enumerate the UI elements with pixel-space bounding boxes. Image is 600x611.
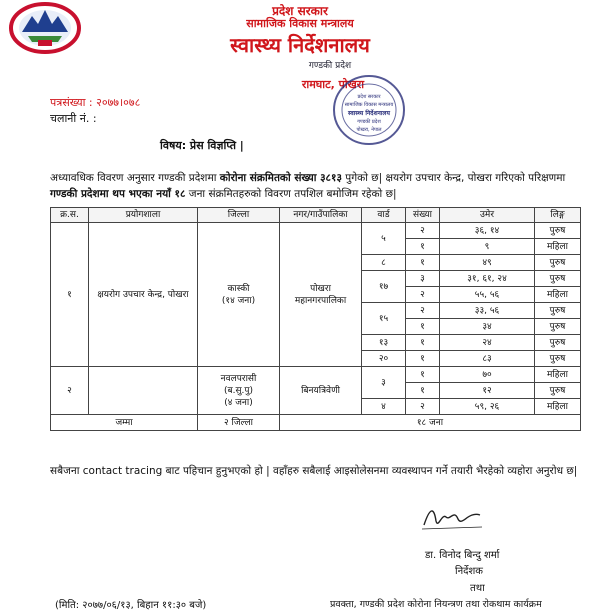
signatory-title: निर्देशक [455,566,483,577]
svg-text:प्रदेश सरकार: प्रदेश सरकार [357,94,381,100]
letter-number [50,95,140,110]
col-header-district: जिल्ला [198,208,280,223]
cell-count: १ [406,255,440,271]
cases-table [50,207,581,431]
cell-age: ७० [440,367,535,383]
cell-district [198,367,280,415]
cell-age: ३६, १४ [440,223,535,239]
district-count: (४ जना) [224,397,253,408]
dispatch-number-label: चलानी नं. : [50,112,97,125]
col-header-lab: प्रयोगशाला [89,208,198,223]
cell-municipality: बिनयत्रिवेणी [280,367,362,415]
cell-gender: महिला [535,287,581,303]
svg-text:स्वास्थ्य निर्देशनालय: स्वास्थ्य निर्देशनालय [348,110,390,117]
header-directorate: स्वास्थ्य निर्देशनालय [230,33,370,57]
para-total-cases: कोरोना संक्रमितको संख्या ३८१३ [219,172,342,184]
col-header-age: उमेर [440,208,535,223]
cell-age: ८३ [440,351,535,367]
cell-ward: ५ [362,223,406,255]
cell-count: २ [406,223,440,239]
cell-lab [89,367,198,415]
cell-ward: १३ [362,335,406,351]
letter-number-value: २०७७।०७८ [96,96,141,109]
signatory-and: तथा [470,583,485,594]
total-label: जम्मा [51,415,198,431]
cell-count: १ [406,335,440,351]
cell-ward: २० [362,351,406,367]
cell-ward: ४ [362,399,406,415]
header-address: रामघाट, पोखरा [301,78,365,91]
cell-count: २ [406,399,440,415]
cell-gender: पुरुष [535,383,581,399]
footer-note: सबैजना contact tracing बाट पहिचान हुनुभएको हो | वहाँहरु सबैलाई आइसोलेसनमा व्यवस्थापन गर्ने तयारी भैरहेको व्यहोरा अनुरोध छ| [50,465,578,477]
svg-text:सामाजिक विकास मन्त्रालय: सामाजिक विकास मन्त्रालय [344,102,394,108]
svg-text:पोखरा, नेपाल: पोखरा, नेपाल [356,127,382,133]
cell-ward: ३ [362,367,406,399]
cell-gender: महिला [535,399,581,415]
subject-line: विषय: प्रेस विज्ञप्ति | [160,139,244,152]
cell-ward: ८ [362,255,406,271]
para-text-2: पुगेको छ| क्षयरोग उपचार केन्द्र, पोखरा गरिएको परिक्षणमा [341,172,566,184]
cell-count: १ [406,319,440,335]
cell-count: ३ [406,271,440,287]
district-name: कास्की [227,283,250,294]
header-government: प्रदेश सरकार [272,4,328,18]
cell-count: २ [406,287,440,303]
header-province: गण्डकी प्रदेश [308,61,352,71]
cell-gender: पुरुष [535,303,581,319]
intro-paragraph [50,170,585,202]
cell-age: ४९ [440,255,535,271]
cell-sn: १ [51,223,89,367]
district-count: (१४ जना) [221,295,256,306]
cell-age: १२ [440,383,535,399]
cell-gender: पुरुष [535,271,581,287]
district-sub: (ब.सु.पु) [223,385,254,396]
cell-gender: पुरुष [535,319,581,335]
signatory-name: डा. विनोद बिन्दु शर्मा [425,550,500,561]
cell-gender: पुरुष [535,255,581,271]
cell-lab: क्षयरोग उपचार केन्द्र, पोखरा [89,223,198,367]
cell-age: ३३, ५६ [440,303,535,319]
signature-icon [420,503,484,533]
cell-gender: महिला [535,367,581,383]
cell-ward: १७ [362,271,406,303]
para-new-cases: गण्डकी प्रदेशमा थप भएका नयाँ १८ [50,188,186,200]
table-header-row [51,208,581,223]
district-name: नवलपरासी [220,373,257,384]
col-header-ward: वार्ड [362,208,406,223]
para-text-3: जना संक्रमितहरुको विवरण तपशिल बमोजिम रहेको छ| [185,188,397,200]
cell-sn: २ [51,367,89,415]
cell-age: ३१, ६१, २४ [440,271,535,287]
date-line: (मिति: २०७७/०६/१३, बिहान ११:३० बजे) [55,600,207,611]
cell-age: २४ [440,335,535,351]
cell-age: ३४ [440,319,535,335]
letter-number-label: पत्रसंख्या : [50,96,93,109]
cell-count: २ [406,303,440,319]
official-stamp-icon [330,70,408,148]
table-row [51,223,581,239]
table-row [51,367,581,383]
para-text-1: अध्यावधिक विवरण अनुसार गण्डकी प्रदेशमा [50,172,220,184]
cell-count: १ [406,239,440,255]
header-ministry: सामाजिक विकास मन्त्रालय [246,17,354,30]
cell-age: ५९, २६ [440,399,535,415]
col-header-sn: क्र.स. [51,208,89,223]
cell-gender: पुरुष [535,335,581,351]
cell-ward: १५ [362,303,406,335]
cell-count: १ [406,351,440,367]
cell-count: १ [406,383,440,399]
cell-age: ५५, ५६ [440,287,535,303]
total-districts: २ जिल्ला [198,415,280,431]
col-header-municipality: नगर/गाउँपालिका [280,208,362,223]
cell-district [198,223,280,367]
cell-gender: पुरुष [535,351,581,367]
table-total-row [51,415,581,431]
cell-gender: पुरुष [535,223,581,239]
cell-age: ९ [440,239,535,255]
col-header-gender: लिङ्ग [535,208,581,223]
cell-gender: महिला [535,239,581,255]
col-header-count: संख्या [406,208,440,223]
cell-municipality: पोखरा महानगरपालिका [280,223,362,367]
spokesperson-title: प्रवक्ता, गण्डकी प्रदेश कोरोना नियन्त्रण तथा रोकथाम कार्यक्रम [330,599,542,610]
svg-text:गण्डकी प्रदेश: गण्डकी प्रदेश [357,119,381,125]
cell-count: १ [406,367,440,383]
total-people: १८ जना [280,415,581,431]
